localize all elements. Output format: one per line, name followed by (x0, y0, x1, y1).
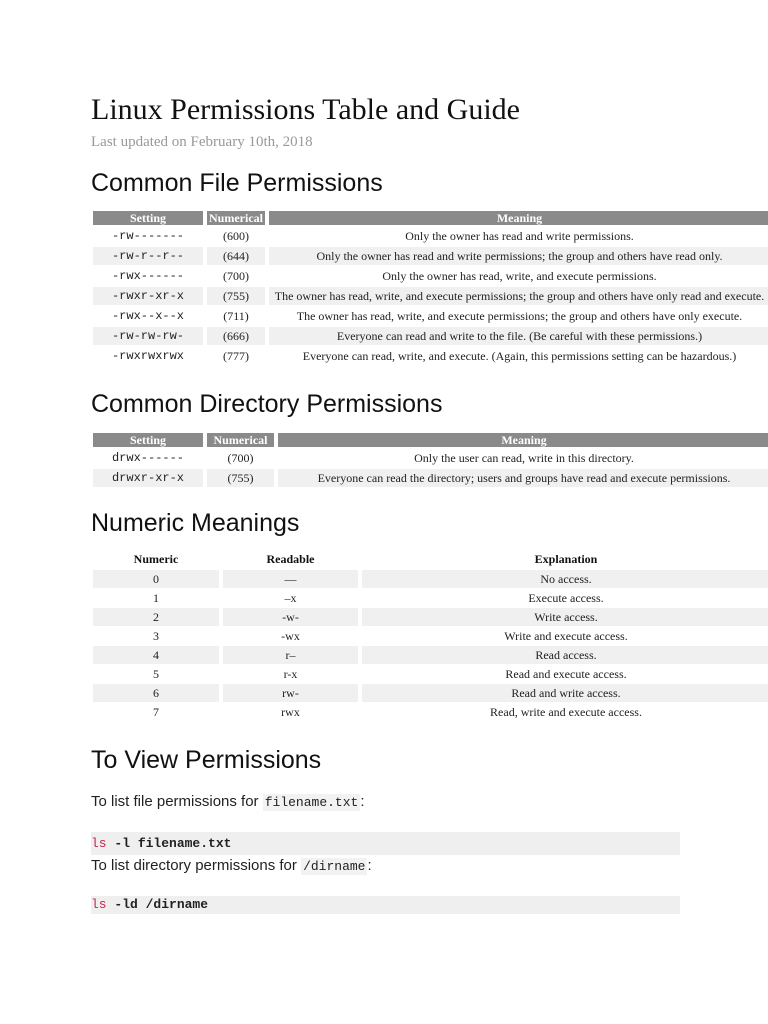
numeric-cell: 6 (93, 684, 219, 702)
setting-cell: -rw-r--r-- (93, 247, 203, 265)
table-row (93, 589, 768, 607)
meaning-cell: The owner has read, write, and execute permissions; the group and others have only read and execute. (269, 287, 768, 305)
numeric-cell: 7 (153, 705, 159, 719)
meaning-cell: The owner has read, write, and execute permissions; the group and others have only execute. (296, 309, 743, 323)
table-row (93, 469, 768, 487)
dir-list-instruction (91, 857, 372, 874)
directory-permissions-table (89, 431, 768, 489)
table-row (93, 665, 768, 683)
meaning-cell: Everyone can read, write, and execute. (Again, this permissions setting can be hazardous.) (302, 349, 737, 363)
file-permissions-table (89, 209, 768, 367)
setting-cell: -rwxr-xr-x (93, 287, 203, 305)
numerical-cell: (755) (207, 469, 274, 487)
table-row (93, 646, 768, 664)
explanation-cell: Write access. (362, 608, 768, 626)
column-header: Numerical (207, 211, 265, 225)
readable-cell: -w- (223, 608, 358, 626)
numerical-cell: (755) (207, 287, 265, 305)
table-row (93, 627, 768, 645)
numeric-cell: 1 (153, 591, 159, 605)
table-row (93, 227, 768, 245)
numeric-meanings-table (89, 548, 768, 722)
command-name: ls (91, 836, 107, 851)
directory-permissions-heading: Common Directory Permissions (91, 390, 443, 418)
readable-cell: –x (284, 591, 297, 605)
numerical-cell: (666) (207, 327, 265, 345)
setting-cell: -rwxrwxrwx (111, 349, 184, 363)
explanation-cell: Execute access. (528, 591, 604, 605)
table-row (93, 267, 768, 285)
command-name: ls (91, 897, 107, 912)
numerical-cell: (777) (223, 349, 249, 363)
explanation-cell: Read and execute access. (505, 667, 627, 681)
explanation-cell: No access. (362, 570, 768, 588)
readable-cell: rwx (281, 705, 300, 719)
table-header-row (93, 211, 768, 225)
table-row (93, 703, 768, 721)
explanation-cell: Read access. (362, 646, 768, 664)
setting-cell: -rwx--x--x (111, 309, 184, 323)
numerical-cell: (600) (223, 229, 249, 243)
dir-command-code-block[interactable] (91, 896, 680, 914)
table-header-row (93, 433, 768, 447)
explanation-cell: Read and write access. (362, 684, 768, 702)
meaning-cell: Only the owner has read and write permissions. (405, 229, 634, 243)
meaning-cell: Only the owner has read and write permissions; the group and others have read only. (269, 247, 768, 265)
readable-cell: -wx (281, 629, 300, 643)
column-header: Meaning (278, 433, 768, 447)
meaning-cell: Everyone can read the directory; users and groups have read and execute permissions. (278, 469, 768, 487)
inline-code-filename: filename.txt (264, 795, 359, 810)
file-list-instruction (91, 793, 365, 810)
column-header: Explanation (534, 551, 598, 566)
file-permissions-heading: Common File Permissions (91, 169, 383, 197)
numeric-cell: 3 (153, 629, 159, 643)
last-updated: Last updated on February 10th, 2018 (91, 134, 313, 150)
numeric-meanings-heading: Numeric Meanings (91, 509, 300, 537)
command-args: -l filename.txt (106, 836, 232, 851)
readable-cell: — (223, 570, 358, 588)
readable-cell: r-x (283, 667, 298, 681)
numeric-cell: 5 (153, 667, 159, 681)
column-header: Numeric (133, 551, 179, 566)
table-row (93, 327, 768, 345)
setting-cell: drwxr-xr-x (93, 469, 203, 487)
table-row (93, 307, 768, 325)
numeric-cell: 0 (93, 570, 219, 588)
table-row (93, 247, 768, 265)
inline-code-dirname: /dirname (303, 859, 366, 874)
table-row (93, 570, 768, 588)
table-row (93, 347, 768, 365)
table-header-row (93, 549, 768, 569)
column-header: Setting (93, 433, 203, 447)
meaning-cell: Everyone can read and write to the file. (Be careful with these permissions.) (269, 327, 768, 345)
explanation-cell: Write and execute access. (504, 629, 628, 643)
instruction-text: To list directory permissions for (91, 857, 302, 874)
instruction-colon: : (367, 857, 372, 874)
column-header: Meaning (269, 211, 768, 225)
meaning-cell: Only the owner has read, write, and execute permissions. (382, 269, 657, 283)
table-row (93, 449, 768, 467)
instruction-colon: : (360, 793, 365, 810)
column-header: Numerical (207, 433, 274, 447)
column-header: Setting (93, 211, 203, 225)
numeric-cell: 2 (93, 608, 219, 626)
setting-cell: -rw-rw-rw- (93, 327, 203, 345)
page-title: Linux Permissions Table and Guide (91, 93, 520, 126)
instruction-text: To list file permissions for (91, 793, 263, 810)
numeric-cell: 4 (93, 646, 219, 664)
column-header: Readable (266, 551, 315, 566)
file-command-code-block[interactable] (91, 832, 680, 855)
view-permissions-heading: To View Permissions (91, 746, 322, 774)
numerical-cell: (700) (223, 269, 249, 283)
meaning-cell: Only the user can read, write in this directory. (414, 451, 634, 465)
setting-cell: -rwx------ (111, 269, 184, 283)
numerical-cell: (644) (207, 247, 265, 265)
explanation-cell: Read, write and execute access. (490, 705, 642, 719)
table-row (93, 287, 768, 305)
table-row (93, 608, 768, 626)
setting-cell: drwx------ (111, 451, 184, 465)
command-args: -ld /dirname (106, 897, 209, 912)
readable-cell: rw- (223, 684, 358, 702)
numerical-cell: (700) (227, 451, 254, 465)
numerical-cell: (711) (223, 309, 249, 323)
table-row (93, 684, 768, 702)
setting-cell: -rw------- (111, 229, 184, 243)
readable-cell: r– (223, 646, 358, 664)
